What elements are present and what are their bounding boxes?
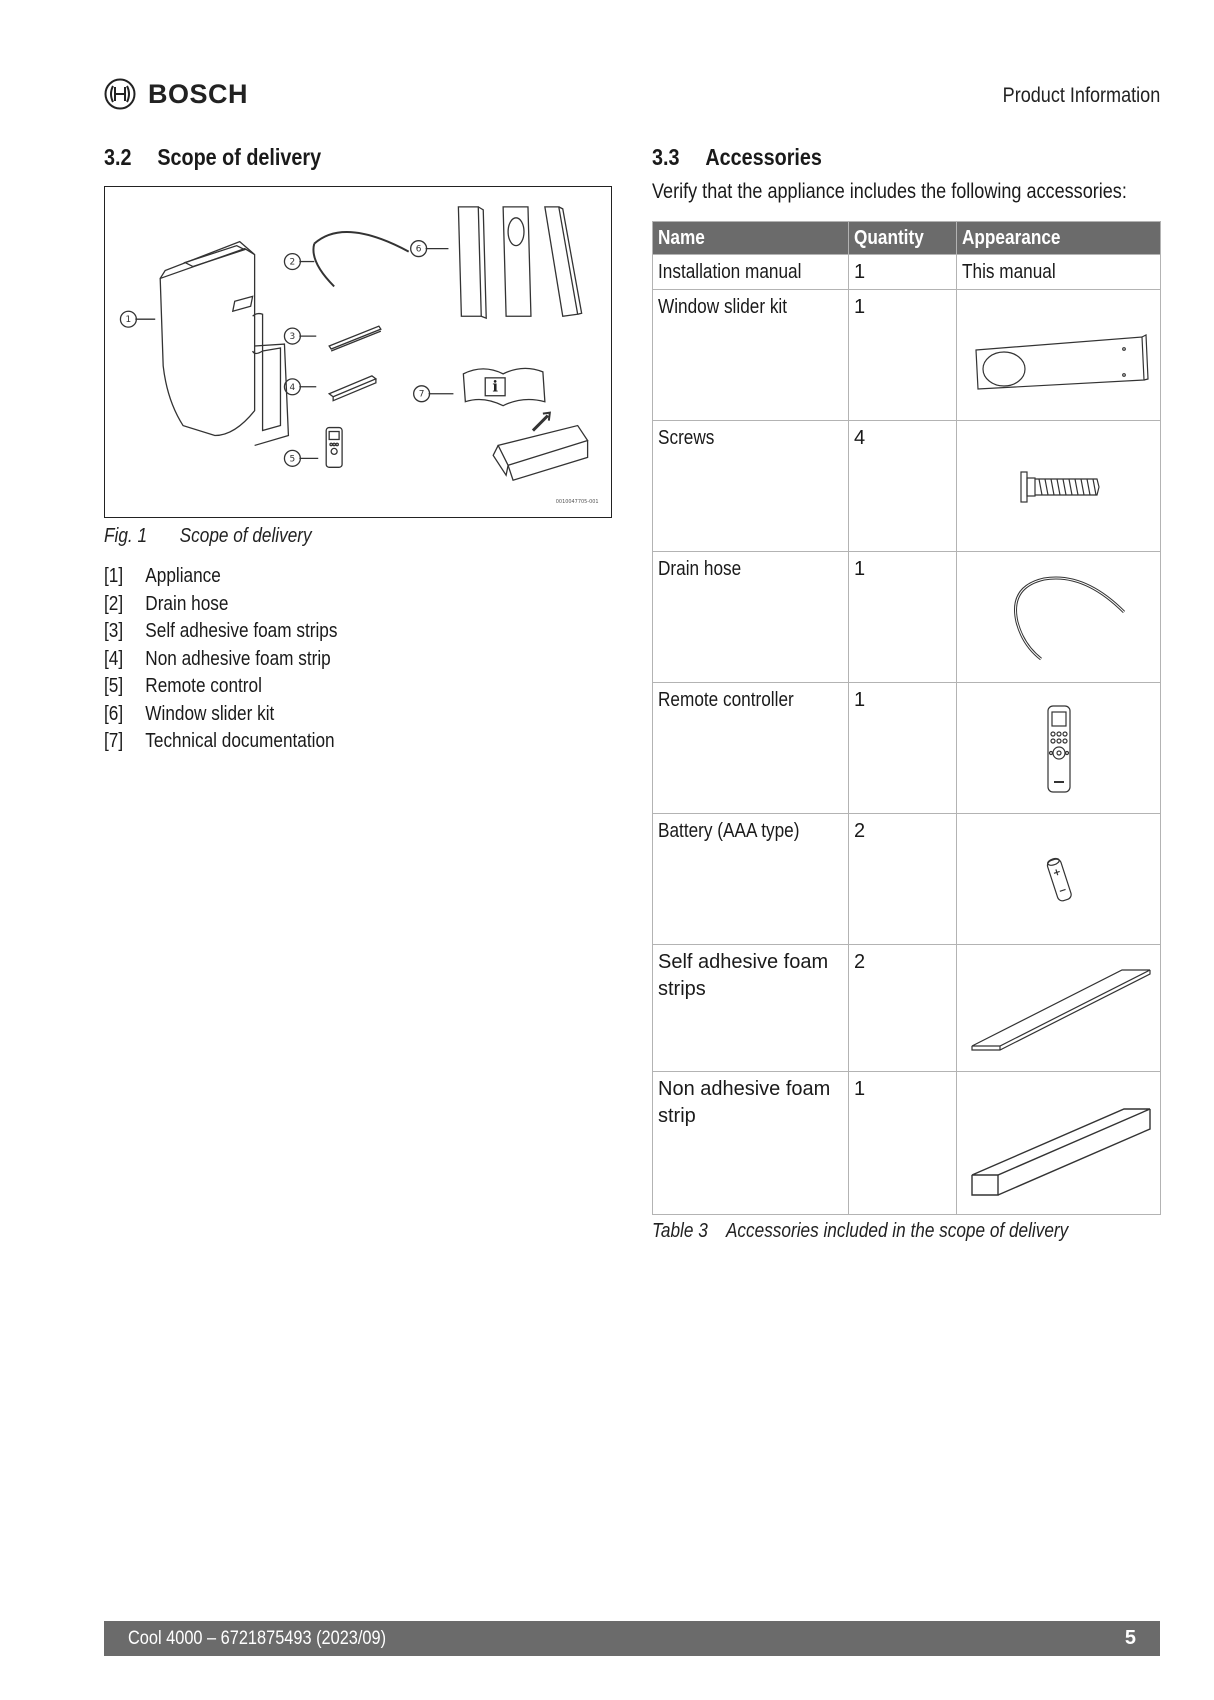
cell-quantity: 1 [849, 1072, 957, 1215]
figure-caption: Fig. 1 Scope of delivery [104, 525, 312, 547]
callout-2: 2 [289, 257, 296, 268]
table-caption: Table 3 Accessories included in the scope of delivery [652, 1220, 1069, 1242]
legend-item: [5] Remote control [104, 675, 262, 697]
remote-controller-icon [1039, 698, 1079, 798]
legend-item: [2] Drain hose [104, 592, 229, 615]
bosch-armature-icon [104, 78, 136, 110]
callout-5: 5 [289, 454, 296, 465]
cell-quantity: 1 [849, 255, 957, 290]
column-header-name: Name [653, 222, 849, 255]
cell-name: Drain hose [653, 552, 849, 683]
section-heading-scope: 3.2 Scope of delivery [104, 144, 322, 170]
table-row [653, 552, 1161, 683]
screw-icon [1009, 456, 1109, 516]
section-heading-accessories: 3.3 Accessories [652, 144, 822, 170]
callout-1: 1 [125, 315, 132, 326]
svg-text:i: i [492, 377, 499, 396]
cell-appearance [957, 1072, 1161, 1215]
cell-appearance [957, 683, 1161, 814]
box-drawing [493, 413, 587, 481]
cell-name: Window slider kit [653, 290, 849, 421]
table-row [653, 945, 1161, 1072]
cell-appearance [957, 290, 1161, 421]
table-row [653, 683, 1161, 814]
scope-of-delivery-drawing [105, 187, 611, 517]
cell-appearance: This manual [957, 255, 1161, 290]
cell-quantity: 2 [849, 945, 957, 1072]
cell-quantity: 1 [849, 290, 957, 421]
document-section-label: Product Information [1002, 84, 1160, 107]
non-adhesive-foam-block-icon [964, 1083, 1154, 1203]
callout-6: 6 [415, 244, 422, 255]
drain-hose-icon [989, 567, 1129, 667]
table-row [653, 255, 1161, 290]
footer-document-info: Cool 4000 – 6721875493 (2023/09) [128, 1628, 387, 1649]
callout-4: 4 [289, 382, 296, 393]
bosch-logo [104, 78, 248, 110]
cell-name: Self adhesive foam strips [653, 945, 849, 1072]
cell-appearance [957, 552, 1161, 683]
self-adhesive-strip-drawing [284, 326, 380, 351]
drain-hose-drawing [284, 232, 408, 286]
appliance-drawing [120, 242, 288, 446]
legend-item: [6] Window slider kit [104, 702, 275, 725]
cell-appearance [957, 945, 1161, 1072]
cell-name: Battery (AAA type) [653, 814, 849, 945]
cell-quantity: 2 [849, 814, 957, 945]
technical-documentation-drawing [414, 368, 545, 405]
table-row [653, 1072, 1161, 1215]
callout-3: 3 [289, 332, 296, 343]
table-row [653, 290, 1161, 421]
page-footer [104, 1621, 1160, 1656]
page-number: 5 [1124, 1627, 1136, 1649]
column-header-appearance: Appearance [957, 222, 1161, 255]
window-slider-kit-icon [964, 315, 1154, 395]
cell-quantity: 4 [849, 421, 957, 552]
battery-icon [1039, 849, 1079, 909]
figure-legend [104, 565, 375, 758]
table-header-row [653, 222, 1161, 255]
legend-item: [4] Non adhesive foam strip [104, 647, 331, 670]
cell-appearance [957, 421, 1161, 552]
legend-item: [1] Appliance [104, 565, 221, 587]
callout-7: 7 [418, 389, 425, 400]
cell-quantity: 1 [849, 683, 957, 814]
cell-name: Installation manual [653, 255, 849, 290]
cell-name: Non adhesive foam strip [653, 1072, 849, 1215]
legend-item: [7] Technical documentation [104, 730, 335, 752]
cell-name: Remote controller [653, 683, 849, 814]
cell-name: Screws [653, 421, 849, 552]
brand-name: BOSCH [148, 78, 249, 109]
accessories-intro: Verify that the appliance includes the following accessories: [652, 180, 1127, 203]
legend-item: [3] Self adhesive foam strips [104, 620, 338, 642]
window-slider-kit-drawing [411, 207, 582, 318]
figure-code: 0010047705-001 [555, 499, 599, 506]
table-row [653, 814, 1161, 945]
non-adhesive-strip-drawing [284, 376, 375, 401]
cell-appearance [957, 814, 1161, 945]
self-adhesive-foam-strip-icon [964, 958, 1154, 1058]
cell-quantity: 1 [849, 552, 957, 683]
scope-of-delivery-figure [104, 186, 612, 518]
accessories-table [652, 221, 1161, 1215]
table-row [653, 421, 1161, 552]
column-header-quantity: Quantity [849, 222, 957, 255]
